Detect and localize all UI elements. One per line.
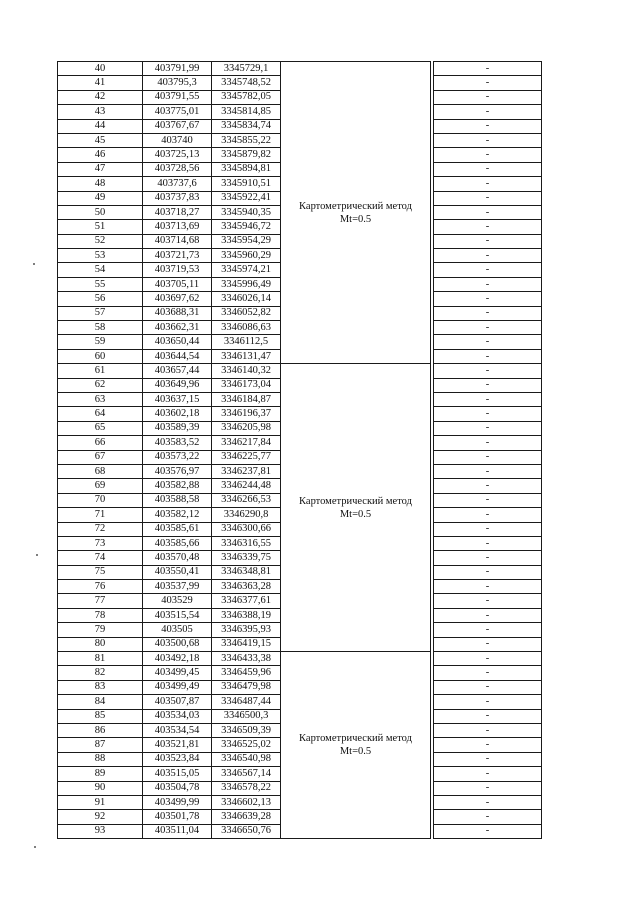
x-coordinate-cell: 403688,31 xyxy=(143,306,212,320)
y-coordinate-cell: 3345879,82 xyxy=(212,148,281,162)
table-row xyxy=(58,364,542,378)
x-coordinate-cell: 403589,39 xyxy=(143,421,212,435)
x-coordinate-cell: 403499,45 xyxy=(143,666,212,680)
y-coordinate-cell: 3345946,72 xyxy=(212,220,281,234)
y-coordinate-cell: 3346339,75 xyxy=(212,551,281,565)
y-coordinate-cell: 3345894,81 xyxy=(212,162,281,176)
y-coordinate-cell: 3346388,19 xyxy=(212,608,281,622)
y-coordinate-cell: 3346650,76 xyxy=(212,824,281,838)
status-cell: - xyxy=(434,652,542,666)
y-coordinate-cell: 3345954,29 xyxy=(212,234,281,248)
precision-label: Mt=0.5 xyxy=(339,213,372,225)
y-coordinate-cell: 3346290,8 xyxy=(212,508,281,522)
point-number-cell: 89 xyxy=(58,767,143,781)
x-coordinate-cell: 403499,99 xyxy=(143,795,212,809)
point-number-cell: 75 xyxy=(58,565,143,579)
y-coordinate-cell: 3345855,22 xyxy=(212,133,281,147)
x-coordinate-cell: 403662,31 xyxy=(143,321,212,335)
status-cell: - xyxy=(434,450,542,464)
status-cell: - xyxy=(434,364,542,378)
status-cell: - xyxy=(434,133,542,147)
table-row xyxy=(58,652,542,666)
y-coordinate-cell: 3346237,81 xyxy=(212,464,281,478)
y-coordinate-cell: 3346026,14 xyxy=(212,292,281,306)
y-coordinate-cell: 3346487,44 xyxy=(212,695,281,709)
point-number-cell: 59 xyxy=(58,335,143,349)
x-coordinate-cell: 403583,52 xyxy=(143,436,212,450)
status-cell: - xyxy=(434,205,542,219)
scan-speck xyxy=(33,263,35,265)
x-coordinate-cell: 403515,05 xyxy=(143,767,212,781)
point-number-cell: 68 xyxy=(58,464,143,478)
y-coordinate-cell: 3345729,1 xyxy=(212,62,281,76)
y-coordinate-cell: 3346225,77 xyxy=(212,450,281,464)
y-coordinate-cell: 3346348,81 xyxy=(212,565,281,579)
coordinates-table xyxy=(57,61,542,839)
point-number-cell: 87 xyxy=(58,738,143,752)
point-number-cell: 91 xyxy=(58,795,143,809)
point-number-cell: 41 xyxy=(58,76,143,90)
status-cell: - xyxy=(434,436,542,450)
point-number-cell: 72 xyxy=(58,522,143,536)
point-number-cell: 50 xyxy=(58,205,143,219)
status-cell: - xyxy=(434,177,542,191)
x-coordinate-cell: 403767,67 xyxy=(143,119,212,133)
y-coordinate-cell: 3346500,3 xyxy=(212,709,281,723)
point-number-cell: 60 xyxy=(58,349,143,363)
status-cell: - xyxy=(434,493,542,507)
point-number-cell: 53 xyxy=(58,249,143,263)
point-number-cell: 64 xyxy=(58,407,143,421)
y-coordinate-cell: 3346395,93 xyxy=(212,623,281,637)
x-coordinate-cell: 403537,99 xyxy=(143,580,212,594)
point-number-cell: 92 xyxy=(58,810,143,824)
point-number-cell: 85 xyxy=(58,709,143,723)
point-number-cell: 44 xyxy=(58,119,143,133)
point-number-cell: 93 xyxy=(58,824,143,838)
x-coordinate-cell: 403740 xyxy=(143,133,212,147)
x-coordinate-cell: 403534,54 xyxy=(143,723,212,737)
y-coordinate-cell: 3346459,96 xyxy=(212,666,281,680)
point-number-cell: 71 xyxy=(58,508,143,522)
x-coordinate-cell: 403585,66 xyxy=(143,536,212,550)
x-coordinate-cell: 403697,62 xyxy=(143,292,212,306)
x-coordinate-cell: 403775,01 xyxy=(143,105,212,119)
y-coordinate-cell: 3346217,84 xyxy=(212,436,281,450)
y-coordinate-cell: 3345960,29 xyxy=(212,249,281,263)
x-coordinate-cell: 403585,61 xyxy=(143,522,212,536)
point-number-cell: 56 xyxy=(58,292,143,306)
x-coordinate-cell: 403523,84 xyxy=(143,752,212,766)
status-cell: - xyxy=(434,767,542,781)
status-cell: - xyxy=(434,378,542,392)
point-number-cell: 58 xyxy=(58,321,143,335)
status-cell: - xyxy=(434,349,542,363)
x-coordinate-cell: 403534,03 xyxy=(143,709,212,723)
x-coordinate-cell: 403576,97 xyxy=(143,464,212,478)
point-number-cell: 90 xyxy=(58,781,143,795)
point-number-cell: 61 xyxy=(58,364,143,378)
point-number-cell: 51 xyxy=(58,220,143,234)
x-coordinate-cell: 403795,3 xyxy=(143,76,212,90)
status-cell: - xyxy=(434,464,542,478)
x-coordinate-cell: 403602,18 xyxy=(143,407,212,421)
x-coordinate-cell: 403499,49 xyxy=(143,680,212,694)
x-coordinate-cell: 403505 xyxy=(143,623,212,637)
x-coordinate-cell: 403791,55 xyxy=(143,90,212,104)
y-coordinate-cell: 3346509,39 xyxy=(212,723,281,737)
method-cell xyxy=(281,62,431,364)
point-number-cell: 81 xyxy=(58,652,143,666)
status-cell: - xyxy=(434,580,542,594)
status-cell: - xyxy=(434,752,542,766)
y-coordinate-cell: 3346540,98 xyxy=(212,752,281,766)
x-coordinate-cell: 403649,96 xyxy=(143,378,212,392)
status-cell: - xyxy=(434,551,542,565)
point-number-cell: 84 xyxy=(58,695,143,709)
y-coordinate-cell: 3346184,87 xyxy=(212,392,281,406)
x-coordinate-cell: 403492,18 xyxy=(143,652,212,666)
method-cell xyxy=(281,364,431,652)
y-coordinate-cell: 3346140,32 xyxy=(212,364,281,378)
status-cell: - xyxy=(434,90,542,104)
y-coordinate-cell: 3346433,38 xyxy=(212,652,281,666)
y-coordinate-cell: 3346479,98 xyxy=(212,680,281,694)
y-coordinate-cell: 3346173,04 xyxy=(212,378,281,392)
y-coordinate-cell: 3346131,47 xyxy=(212,349,281,363)
point-number-cell: 55 xyxy=(58,277,143,291)
point-number-cell: 88 xyxy=(58,752,143,766)
y-coordinate-cell: 3346316,55 xyxy=(212,536,281,550)
x-coordinate-cell: 403705,11 xyxy=(143,277,212,291)
y-coordinate-cell: 3346639,28 xyxy=(212,810,281,824)
status-cell: - xyxy=(434,810,542,824)
y-coordinate-cell: 3346052,82 xyxy=(212,306,281,320)
status-cell: - xyxy=(434,191,542,205)
status-cell: - xyxy=(434,277,542,291)
status-cell: - xyxy=(434,680,542,694)
point-number-cell: 80 xyxy=(58,637,143,651)
status-cell: - xyxy=(434,608,542,622)
point-number-cell: 62 xyxy=(58,378,143,392)
x-coordinate-cell: 403719,53 xyxy=(143,263,212,277)
status-cell: - xyxy=(434,148,542,162)
x-coordinate-cell: 403582,12 xyxy=(143,508,212,522)
y-coordinate-cell: 3345940,35 xyxy=(212,205,281,219)
y-coordinate-cell: 3346266,53 xyxy=(212,493,281,507)
y-coordinate-cell: 3346112,5 xyxy=(212,335,281,349)
point-number-cell: 78 xyxy=(58,608,143,622)
y-coordinate-cell: 3346244,48 xyxy=(212,479,281,493)
status-cell: - xyxy=(434,62,542,76)
point-number-cell: 69 xyxy=(58,479,143,493)
point-number-cell: 73 xyxy=(58,536,143,550)
point-number-cell: 40 xyxy=(58,62,143,76)
point-number-cell: 77 xyxy=(58,594,143,608)
y-coordinate-cell: 3346419,15 xyxy=(212,637,281,651)
x-coordinate-cell: 403573,22 xyxy=(143,450,212,464)
status-cell: - xyxy=(434,263,542,277)
x-coordinate-cell: 403737,6 xyxy=(143,177,212,191)
x-coordinate-cell: 403529 xyxy=(143,594,212,608)
point-number-cell: 82 xyxy=(58,666,143,680)
point-number-cell: 49 xyxy=(58,191,143,205)
x-coordinate-cell: 403521,81 xyxy=(143,738,212,752)
x-coordinate-cell: 403721,73 xyxy=(143,249,212,263)
status-cell: - xyxy=(434,508,542,522)
point-number-cell: 54 xyxy=(58,263,143,277)
x-coordinate-cell: 403737,83 xyxy=(143,191,212,205)
status-cell: - xyxy=(434,421,542,435)
x-coordinate-cell: 403504,78 xyxy=(143,781,212,795)
y-coordinate-cell: 3346578,22 xyxy=(212,781,281,795)
y-coordinate-cell: 3346086,63 xyxy=(212,321,281,335)
scan-speck xyxy=(36,554,38,556)
point-number-cell: 86 xyxy=(58,723,143,737)
method-label: Картометрический метод xyxy=(299,495,412,507)
x-coordinate-cell: 403728,56 xyxy=(143,162,212,176)
x-coordinate-cell: 403511,04 xyxy=(143,824,212,838)
status-cell: - xyxy=(434,335,542,349)
point-number-cell: 43 xyxy=(58,105,143,119)
x-coordinate-cell: 403718,27 xyxy=(143,205,212,219)
x-coordinate-cell: 403791,99 xyxy=(143,62,212,76)
status-cell: - xyxy=(434,392,542,406)
y-coordinate-cell: 3346363,28 xyxy=(212,580,281,594)
y-coordinate-cell: 3346602,13 xyxy=(212,795,281,809)
status-cell: - xyxy=(434,565,542,579)
y-coordinate-cell: 3346567,14 xyxy=(212,767,281,781)
status-cell: - xyxy=(434,781,542,795)
point-number-cell: 67 xyxy=(58,450,143,464)
status-cell: - xyxy=(434,105,542,119)
point-number-cell: 83 xyxy=(58,680,143,694)
point-number-cell: 57 xyxy=(58,306,143,320)
y-coordinate-cell: 3345834,74 xyxy=(212,119,281,133)
x-coordinate-cell: 403713,69 xyxy=(143,220,212,234)
x-coordinate-cell: 403588,58 xyxy=(143,493,212,507)
point-number-cell: 66 xyxy=(58,436,143,450)
y-coordinate-cell: 3345748,52 xyxy=(212,76,281,90)
status-cell: - xyxy=(434,321,542,335)
precision-label: Mt=0.5 xyxy=(339,508,372,520)
y-coordinate-cell: 3345910,51 xyxy=(212,177,281,191)
status-cell: - xyxy=(434,637,542,651)
x-coordinate-cell: 403637,15 xyxy=(143,392,212,406)
status-cell: - xyxy=(434,292,542,306)
status-cell: - xyxy=(434,738,542,752)
point-number-cell: 70 xyxy=(58,493,143,507)
status-cell: - xyxy=(434,76,542,90)
table-row xyxy=(58,62,542,76)
point-number-cell: 45 xyxy=(58,133,143,147)
point-number-cell: 74 xyxy=(58,551,143,565)
x-coordinate-cell: 403507,87 xyxy=(143,695,212,709)
point-number-cell: 76 xyxy=(58,580,143,594)
x-coordinate-cell: 403500,68 xyxy=(143,637,212,651)
status-cell: - xyxy=(434,666,542,680)
status-cell: - xyxy=(434,119,542,133)
y-coordinate-cell: 3346525,02 xyxy=(212,738,281,752)
point-number-cell: 63 xyxy=(58,392,143,406)
x-coordinate-cell: 403714,68 xyxy=(143,234,212,248)
status-cell: - xyxy=(434,234,542,248)
status-cell: - xyxy=(434,695,542,709)
method-label: Картометрический метод xyxy=(299,733,412,745)
x-coordinate-cell: 403501,78 xyxy=(143,810,212,824)
x-coordinate-cell: 403650,44 xyxy=(143,335,212,349)
status-cell: - xyxy=(434,249,542,263)
y-coordinate-cell: 3346377,61 xyxy=(212,594,281,608)
status-cell: - xyxy=(434,623,542,637)
status-cell: - xyxy=(434,220,542,234)
status-cell: - xyxy=(434,795,542,809)
status-cell: - xyxy=(434,522,542,536)
y-coordinate-cell: 3345782,05 xyxy=(212,90,281,104)
point-number-cell: 48 xyxy=(58,177,143,191)
point-number-cell: 65 xyxy=(58,421,143,435)
status-cell: - xyxy=(434,536,542,550)
x-coordinate-cell: 403550,41 xyxy=(143,565,212,579)
point-number-cell: 52 xyxy=(58,234,143,248)
y-coordinate-cell: 3345922,41 xyxy=(212,191,281,205)
status-cell: - xyxy=(434,723,542,737)
status-cell: - xyxy=(434,709,542,723)
y-coordinate-cell: 3345996,49 xyxy=(212,277,281,291)
y-coordinate-cell: 3346196,37 xyxy=(212,407,281,421)
precision-label: Mt=0.5 xyxy=(339,746,372,758)
status-cell: - xyxy=(434,824,542,838)
coordinates-table-body xyxy=(58,62,542,839)
point-number-cell: 46 xyxy=(58,148,143,162)
y-coordinate-cell: 3346205,98 xyxy=(212,421,281,435)
x-coordinate-cell: 403657,44 xyxy=(143,364,212,378)
point-number-cell: 79 xyxy=(58,623,143,637)
x-coordinate-cell: 403570,48 xyxy=(143,551,212,565)
y-coordinate-cell: 3345974,21 xyxy=(212,263,281,277)
x-coordinate-cell: 403725,13 xyxy=(143,148,212,162)
status-cell: - xyxy=(434,306,542,320)
status-cell: - xyxy=(434,594,542,608)
point-number-cell: 47 xyxy=(58,162,143,176)
x-coordinate-cell: 403582,88 xyxy=(143,479,212,493)
scan-speck xyxy=(34,846,36,848)
y-coordinate-cell: 3346300,66 xyxy=(212,522,281,536)
x-coordinate-cell: 403644,54 xyxy=(143,349,212,363)
y-coordinate-cell: 3345814,85 xyxy=(212,105,281,119)
status-cell: - xyxy=(434,407,542,421)
status-cell: - xyxy=(434,479,542,493)
status-cell: - xyxy=(434,162,542,176)
x-coordinate-cell: 403515,54 xyxy=(143,608,212,622)
method-label: Картометрический метод xyxy=(299,200,412,212)
point-number-cell: 42 xyxy=(58,90,143,104)
method-cell xyxy=(281,652,431,839)
